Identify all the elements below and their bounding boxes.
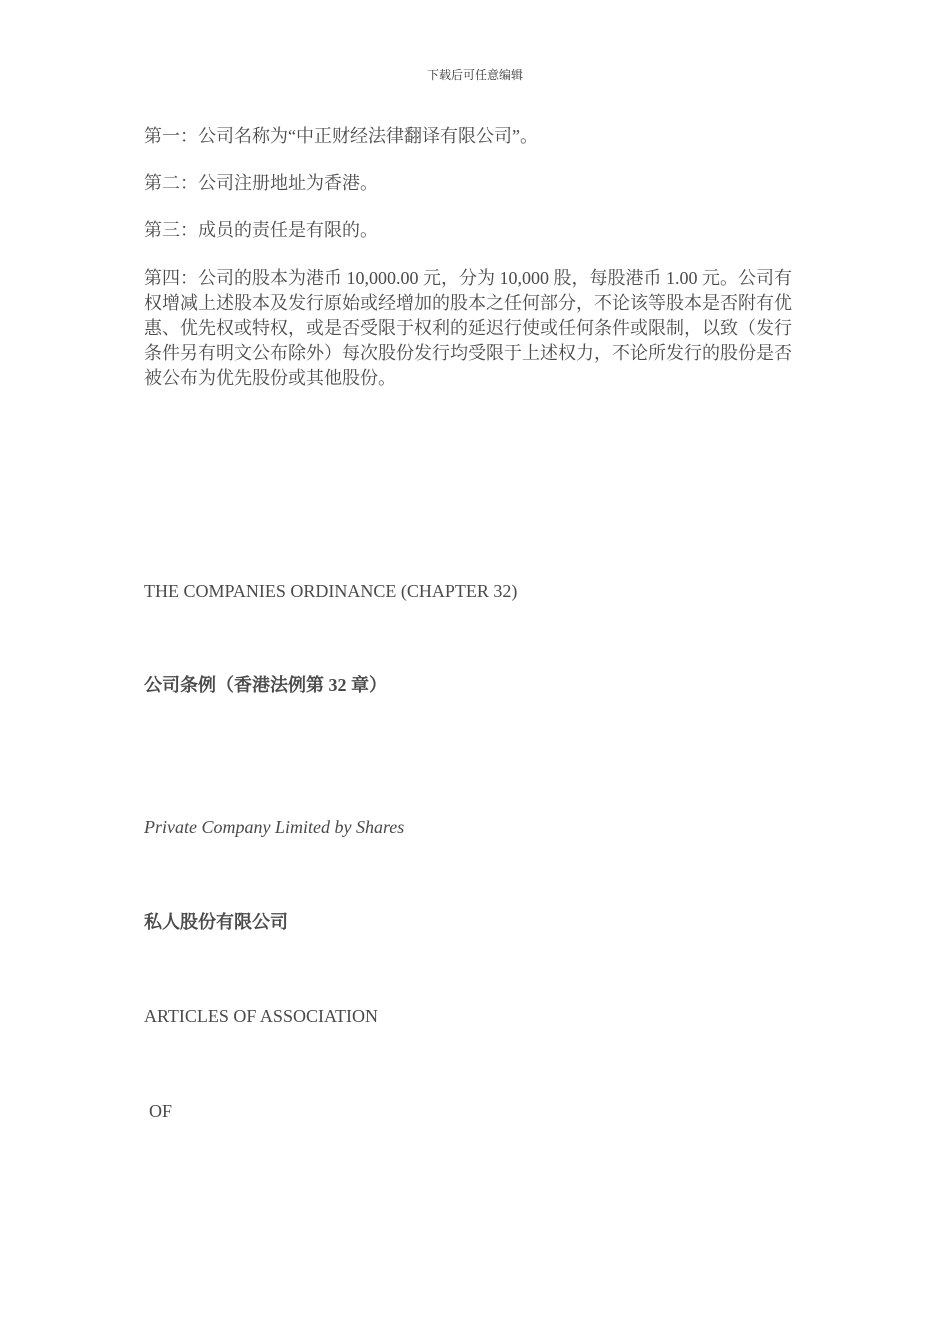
of-label: OF xyxy=(149,1101,173,1121)
header-note: 下载后可任意编辑 xyxy=(426,68,523,82)
clause-3: 第三：成员的责任是有限的。 xyxy=(144,220,378,240)
company-type-en: Private Company Limited by Shares xyxy=(144,817,405,837)
clause-2: 第二：公司注册地址为香港。 xyxy=(144,173,378,193)
clause-4: 第四：公司的股本为港币 10,000.00 元，分为 10,000 股，每股港币 1.00 元。公司有权增减上述股本及发行原始或经增加的股本之任何部分，不论该等股本是否附有优惠、优先权或特权，或是否受限于权利的延迟行使或任何条件或限制，以致（发行条件另有明文公布除外）每次股份发行均受限于上述权力，不论所发行的股份是否被公布为优先股份或其他股份。 xyxy=(144,268,792,388)
articles-title-en: ARTICLES OF ASSOCIATION xyxy=(144,1006,378,1026)
ordinance-title-cn: 公司条例（香港法例第 32 章） xyxy=(144,675,387,695)
clause-1: 第一：公司名称为“中正财经法律翻译有限公司”。 xyxy=(144,126,538,146)
company-type-cn: 私人股份有限公司 xyxy=(144,912,288,932)
ordinance-title-en: THE COMPANIES ORDINANCE (CHAPTER 32) xyxy=(144,581,518,601)
